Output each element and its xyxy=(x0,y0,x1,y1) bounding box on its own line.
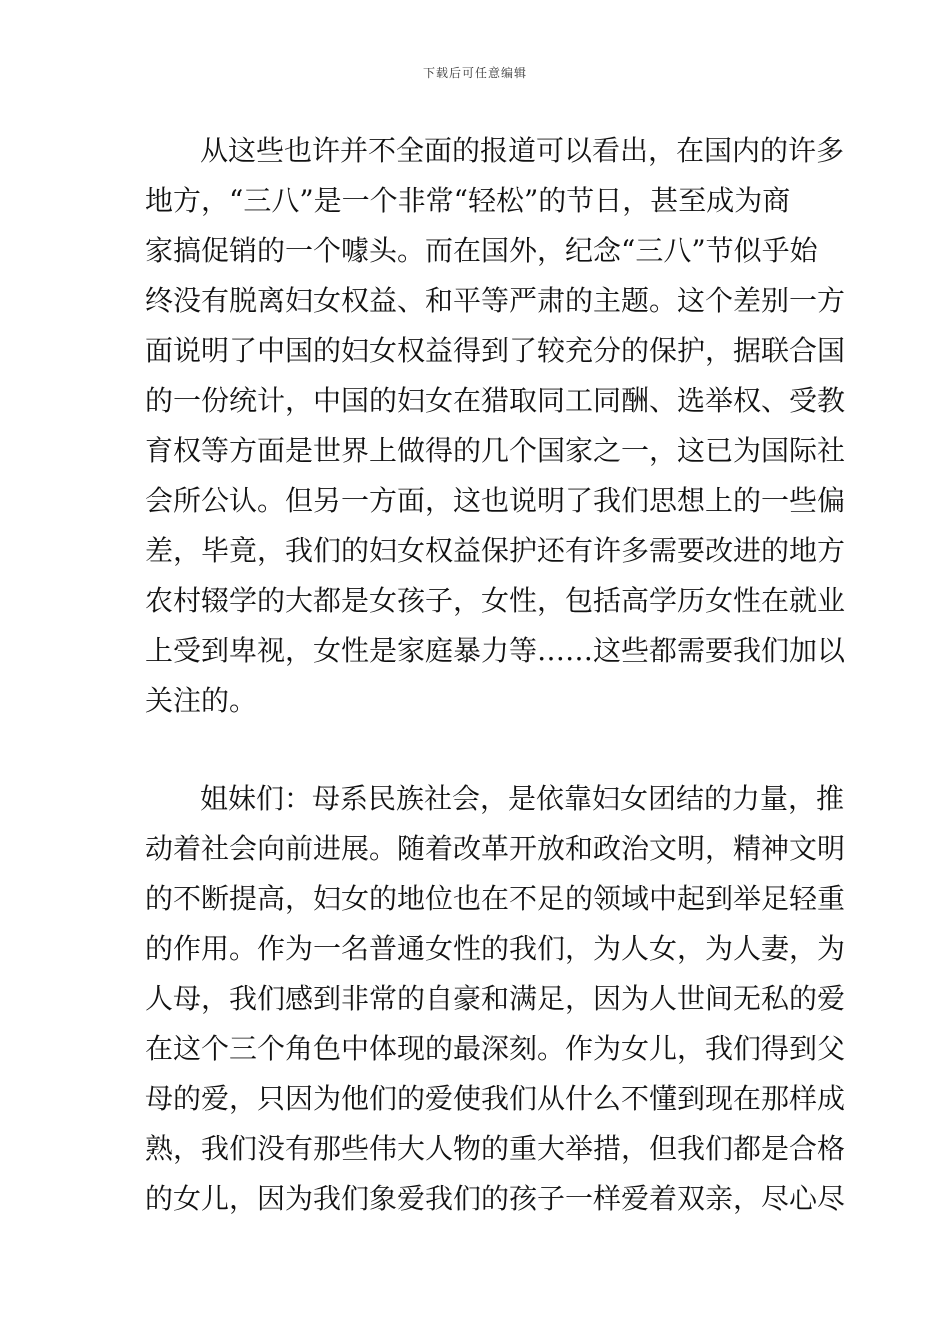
paragraph-2-line-1: 姐妹们：母系民族社会，是依靠妇女团结的力量，推 xyxy=(200,782,845,815)
paragraph-2-line-3: 的不断提高，妇女的地位也在不足的领域中起到举足轻重 xyxy=(145,882,846,915)
paragraph-2-line-2: 动着社会向前进展。随着改革开放和政治文明，精神文明 xyxy=(145,832,846,865)
paragraph-1-line-1: 从这些也许并不全面的报道可以看出，在国内的许多 xyxy=(200,134,845,167)
paragraph-1-line-5: 面说明了中国的妇女权益得到了较充分的保护，据联合国 xyxy=(145,334,846,367)
paragraph-2-line-8: 熟，我们没有那些伟大人物的重大举措，但我们都是合格 xyxy=(145,1132,846,1165)
paragraph-1-line-7: 育权等方面是世界上做得的几个国家之一，这已为国际社 xyxy=(145,434,846,467)
page-header: 下载后可任意编辑 xyxy=(422,66,527,80)
paragraph-2-line-5: 人母，我们感到非常的自豪和满足，因为人世间无私的爱 xyxy=(145,982,846,1015)
paragraph-1-line-10: 农村辍学的大都是女孩子，女性，包括高学历女性在就业 xyxy=(145,584,846,617)
paragraph-1-line-9: 差，毕竟，我们的妇女权益保护还有许多需要改进的地方 xyxy=(145,534,846,567)
paragraph-1-line-8: 会所公认。但另一方面，这也说明了我们思想上的一些偏 xyxy=(145,484,846,517)
paragraph-1-line-6: 的一份统计，中国的妇女在猎取同工同酬、选举权、受教 xyxy=(145,384,846,417)
paragraph-1-line-3: 家搞促销的一个噱头。而在国外，纪念“三八”节似乎始 xyxy=(145,234,818,267)
paragraph-2-line-6: 在这个三个角色中体现的最深刻。作为女儿，我们得到父 xyxy=(145,1032,846,1065)
paragraph-2-line-4: 的作用。作为一名普通女性的我们，为人女，为人妻，为 xyxy=(145,932,846,965)
paragraph-2-line-7: 母的爱，只因为他们的爱使我们从什么不懂到现在那样成 xyxy=(145,1082,846,1115)
paragraph-1-line-2: 地方，“三八”是一个非常“轻松”的节日，甚至成为商 xyxy=(145,184,791,217)
paragraph-2-line-9: 的女儿，因为我们象爱我们的孩子一样爱着双亲，尽心尽 xyxy=(145,1182,846,1215)
paragraph-1-line-12: 关注的。 xyxy=(145,684,258,717)
paragraph-1-line-11: 上受到卑视，女性是家庭暴力等……这些都需要我们加以 xyxy=(145,634,846,667)
paragraph-1-line-4: 终没有脱离妇女权益、和平等严肃的主题。这个差别一方 xyxy=(145,284,846,317)
